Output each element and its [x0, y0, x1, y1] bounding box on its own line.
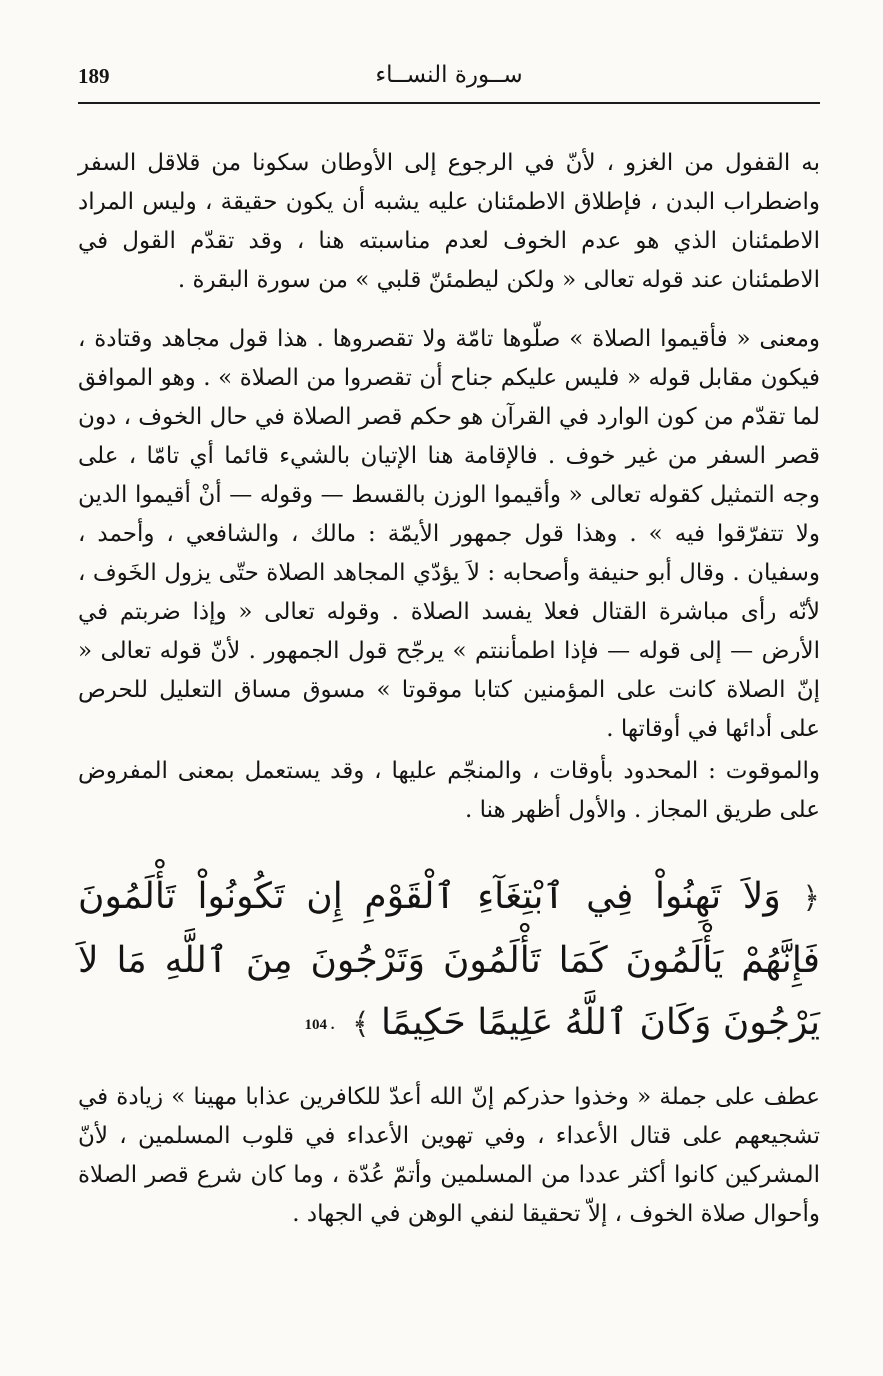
header-rule [78, 102, 820, 104]
page-header [78, 60, 820, 100]
commentary-paragraph-2 [78, 320, 820, 749]
quran-verse [78, 866, 820, 1056]
paragraph-text: عطف على جملة « وخذوا حذركم إنّ الله أعدّ للكافرين عذابا مهينا » زيادة في تشجيعهم على قتال الأعداء ، وفي تهوين الأعداء في قلوب المسلمين ، لأنّ المشركين كانوا أكثر عددا من المسلمين وأتمّ عُدّة ، وما كان شرع قصر الصلاة وأحوال صلاة الخوف ، إلاّ تحقيقا لنفي الوهن في الجهاد . [78, 1084, 820, 1227]
verse-close-ornament: ﴾ [351, 1007, 370, 1042]
page-number: 189 [78, 64, 110, 88]
surah-title: ســورة النســاء [375, 62, 523, 88]
commentary-paragraph-4 [78, 1078, 820, 1234]
verse-open-ornament: ﴿ [802, 881, 820, 916]
ayah-number: . 104 [304, 1017, 335, 1033]
paragraph-text: والموقوت : المحدود بأوقات ، والمنجّم عليها ، وقد يستعمل بمعنى المفروض على طريق المجاز . والأول أظهر هنا . [78, 758, 820, 823]
commentary-paragraph-3 [78, 752, 820, 830]
paragraph-text: به القفول من الغزو ، لأنّ في الرجوع إلى الأوطان سكونا من قلاقل السفر واضطراب البدن ، فإطلاق الاطمئنان عليه يشبه أن يكون حقيقة ، وليس المراد الاطمئنان الذي هو عدم الخوف لعدم مناسبته هنا ، وقد تقدّم القول في الاطمئنان عند قوله تعالى « ولكن ليطمئنّ قلبي » من سورة البقرة . [78, 150, 820, 293]
commentary-paragraph-1 [78, 144, 820, 300]
paragraph-text: ومعنى « فأقيموا الصلاة » صلّوها تامّة ولا تقصروها . هذا قول مجاهد وقتادة ، فيكون مقابل قوله « فليس عليكم جناح أن تقصروا من الصلاة » . وهو الموافق لما تقدّم من كون الوارد في القرآن هو حكم قصر الصلاة في حال الخوف ، دون قصر السفر من غير خوف . فالإقامة هنا الإتيان بالشيء قائما أي تامّا ، على وجه التمثيل كقوله تعالى « وأقيموا الوزن بالقسط — وقوله — أنْ أقيموا الدين ولا تتفرّقوا فيه » . وهذا قول جمهور الأيمّة : مالك ، والشافعي ، وأحمد ، وسفيان . وقال أبو حنيفة وأصحابه : لاَ يؤدّي المجاهد الصلاة حتّى يزول الخَوف ، لأنّه رأى مباشرة القتال فعلا يفسد الصلاة . وقوله تعالى « وإذا ضربتم في الأرض — إلى قوله — فإذا اطمأننتم » يرجّح قول الجمهور . لأنّ قوله تعالى « إنّ الصلاة كانت على المؤمنين كتابا موقوتا » مسوق مساق التعليل للحرص على أدائها في أوقاتها . [78, 326, 820, 742]
verse-text: وَلاَ تَهِنُواْ فِي ٱبْتِغَآءِ ٱلْقَوْمِ إِن تَكُونُواْ تَأْلَمُونَ فَإِنَّهُمْ يَأْلَمُونَ كَمَا تَأْلَمُونَ وَتَرْجُونَ مِنَ ٱللَّهِ مَا لاَ يَرْجُونَ وَكَانَ ٱللَّهُ عَلِيمًا حَكِيمًا [78, 876, 820, 1043]
verse-line [78, 866, 820, 1056]
